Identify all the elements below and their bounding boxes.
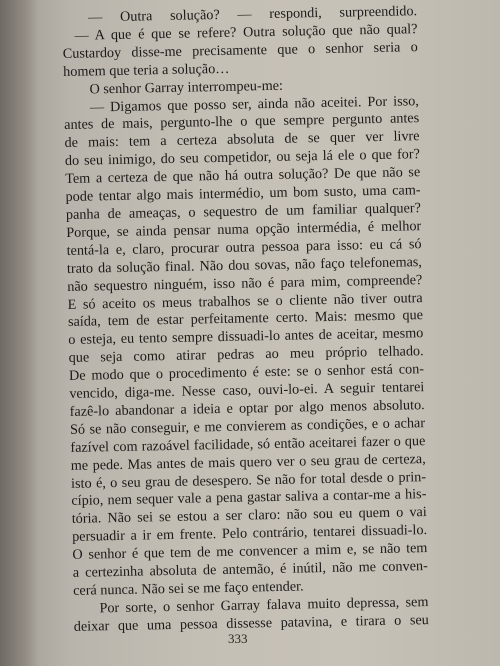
text-line: Custardoy disse-me precisamente que o senhor seria o <box>62 38 418 62</box>
text-line: — Digamos que posso ser, ainda não aceitei. Por isso, <box>89 92 419 116</box>
text-line: a certezinha absoluta de antemão, é inútil, não me conven- <box>72 558 428 581</box>
text-line: — Outra solução? — respondi, surpreendido. <box>87 3 418 26</box>
text-line: persuadir a ir em frente. Pelo contrário, tentarei dissuadi-lo. <box>71 522 428 546</box>
page-gutter-shadow <box>0 0 38 666</box>
text-line: cípio, nem sequer vale a pena gastar saliva a contar-me a his- <box>71 486 427 510</box>
text-line: Só se não conseguir, e me convierem as condições, e o achar <box>69 414 426 438</box>
text-line: De modo que o procedimento é este: se o senhor está con- <box>68 361 425 385</box>
text-line: pode tentar algo mais intermédio, um bom susto, uma cam- <box>65 182 421 206</box>
text-line: E só aceito os meus trabalhos se o cliente não tiver outra <box>67 289 423 313</box>
text-line: tentá-la e, claro, procurar outra pessoa para isso: eu cá só <box>66 235 422 259</box>
text-line: de mais: tem a certeza absoluta de se quer ver livre <box>64 128 420 152</box>
text-line: O senhor Garray interrompeu-me: <box>89 77 284 98</box>
text-line: me pede. Mas antes de mais quero ver o seu grau de certeza, <box>70 450 426 474</box>
text-line: deixar que uma pessoa dissesse patavina, e tirara o seu <box>73 611 429 635</box>
text-line: fazível com razoável facilidade, só então aceitarei fazer o que <box>70 432 426 456</box>
text-line: fazê-lo abandonar a ideia e optar por algo menos absoluto. <box>69 397 425 420</box>
text-line: homem que teria a solução… <box>63 60 230 80</box>
text-line: cerá nunca. Não sei se me faço entender. <box>73 578 304 599</box>
text-line: panha de ameaças, o sequestro de um familiar qualquer? <box>65 200 422 223</box>
text-line: trato da solução final. Não dou sovas, não faço telefonemas, <box>66 253 423 277</box>
text-line: o esteja, eu tento sempre dissuadi-lo antes de aceitar, mesmo <box>68 325 424 349</box>
text-line: tória. Não sei se estou a ser claro: não sou eu quem o vai <box>71 504 427 528</box>
text-line: que seja como atirar pedras ao meu próprio telhado. <box>68 343 424 367</box>
text-line: não sequestro ninguém, isso não é para mim, compreende? <box>67 271 423 295</box>
page-number: 333 <box>228 631 248 646</box>
text-line: Por sorte, o senhor Garray falava muito depressa, sem <box>99 593 429 617</box>
text-line: Tem a certeza de que não há outra solução? De que não se <box>65 164 421 188</box>
text-line: Porque, se ainda pensar numa opção intermédia, é melhor <box>66 218 422 241</box>
text-line: — A que é que se refere? Outra solução que não qual? <box>74 21 418 44</box>
text-line: antes de mais, pergunto-lhe o que sempre pergunto antes <box>64 110 420 134</box>
text-line: isto é, o seu grau de desespero. Se não for total desde o prin- <box>70 468 427 492</box>
text-line: vencido, diga-me. Nesse caso, ouvi-lo-ei. A seguir tentarei <box>69 379 425 402</box>
text-line: do seu inimigo, do seu competidor, ou seja lá ele o que for? <box>64 146 420 170</box>
text-line: O senhor é que tem de me convencer a mim e, se não tem <box>72 540 428 564</box>
page-body-text <box>62 3 429 636</box>
text-line: saída, tem de estar perfeitamente certo. Mais: mesmo que <box>67 307 424 331</box>
